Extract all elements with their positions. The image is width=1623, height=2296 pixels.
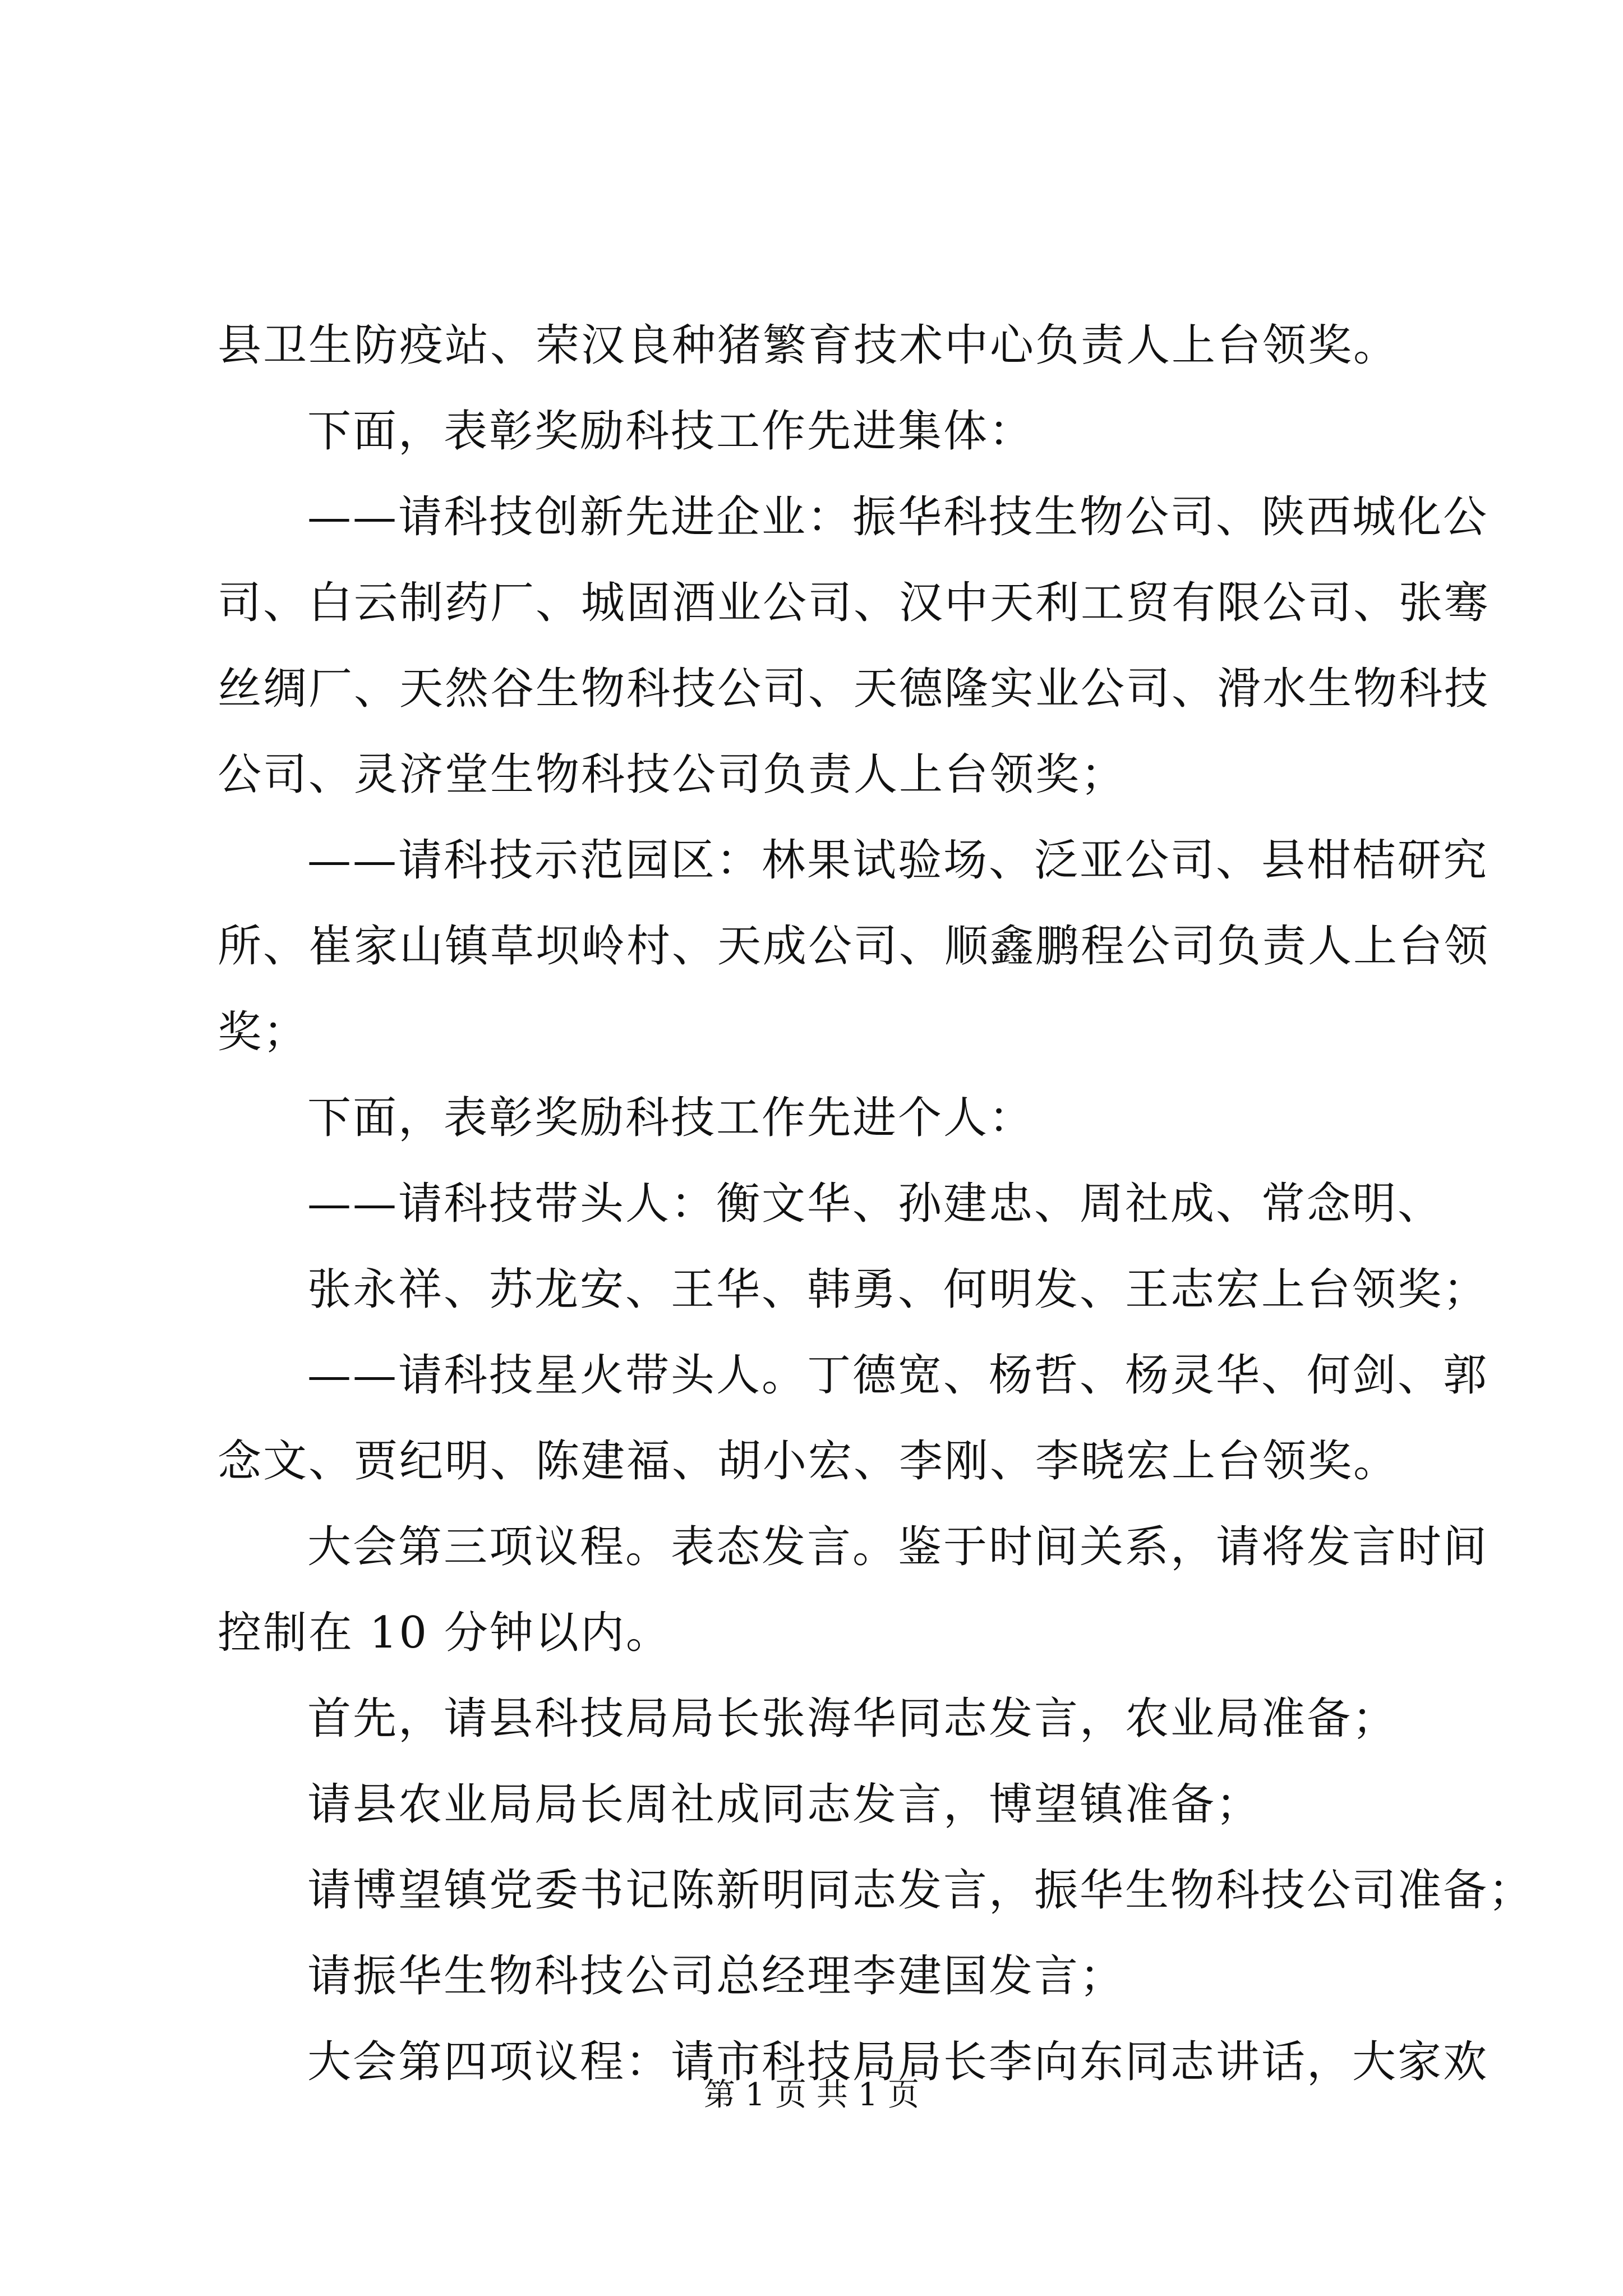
text-line: 下面，表彰奖励科技工作先进个人： [307, 1093, 1035, 1143]
text-line: 念文、贾纪明、陈建福、胡小宏、李刚、李晓宏上台领奖。 [218, 1436, 1399, 1487]
text-line: ——请科技创新先进企业：振华科技生物公司、陕西城化公 [307, 492, 1489, 542]
text-line: 大会第三项议程。表态发言。鉴于时间关系，请将发言时间 [307, 1522, 1489, 1572]
text-line: ——请科技示范园区：林果试验场、泛亚公司、县柑桔研究 [307, 835, 1489, 886]
text-line: 大会第四项议程：请市科技局局长李向东同志讲话，大家欢 [307, 2037, 1489, 2087]
text-line: 下面，表彰奖励科技工作先进集体： [307, 406, 1035, 457]
page-number-footer: 第 1 页 共 1 页 [703, 2077, 920, 2113]
text-line: 请县农业局局长周社成同志发言，博望镇准备； [307, 1779, 1262, 1830]
text-line: 请博望镇党委书记陈新明同志发言，振华生物科技公司准备； [307, 1865, 1534, 1916]
document-body [218, 303, 1534, 2105]
text-line: 县卫生防疫站、荣汉良种猪繁育技术中心负责人上台领奖。 [218, 320, 1399, 371]
text-line: 首先，请县科技局局长张海华同志发言，农业局准备； [307, 1694, 1398, 1744]
text-line: 丝绸厂、天然谷生物科技公司、天德隆实业公司、滑水生物科技 [218, 664, 1490, 714]
text-line: ——请科技带头人：衡文华、孙建忠、周社成、常念明、 [307, 1179, 1444, 1229]
text-line: 司、白云制药厂、城固酒业公司、汉中天利工贸有限公司、张骞 [218, 578, 1490, 628]
text-line: ——请科技星火带头人。丁德宽、杨哲、杨灵华、何剑、郭 [307, 1350, 1489, 1401]
text-line: 公司、灵济堂生物科技公司负责人上台领奖； [218, 749, 1127, 800]
text-line: 张永祥、苏龙安、王华、韩勇、何明发、王志宏上台领奖； [307, 1264, 1489, 1315]
text-line: 请振华生物科技公司总经理李建国发言； [307, 1951, 1126, 2001]
text-line: 控制在 10 分钟以内。 [218, 1608, 671, 1658]
text-line: 所、崔家山镇草坝岭村、天成公司、顺鑫鹏程公司负责人上台领 [218, 921, 1490, 972]
text-line: 奖； [218, 1007, 309, 1057]
